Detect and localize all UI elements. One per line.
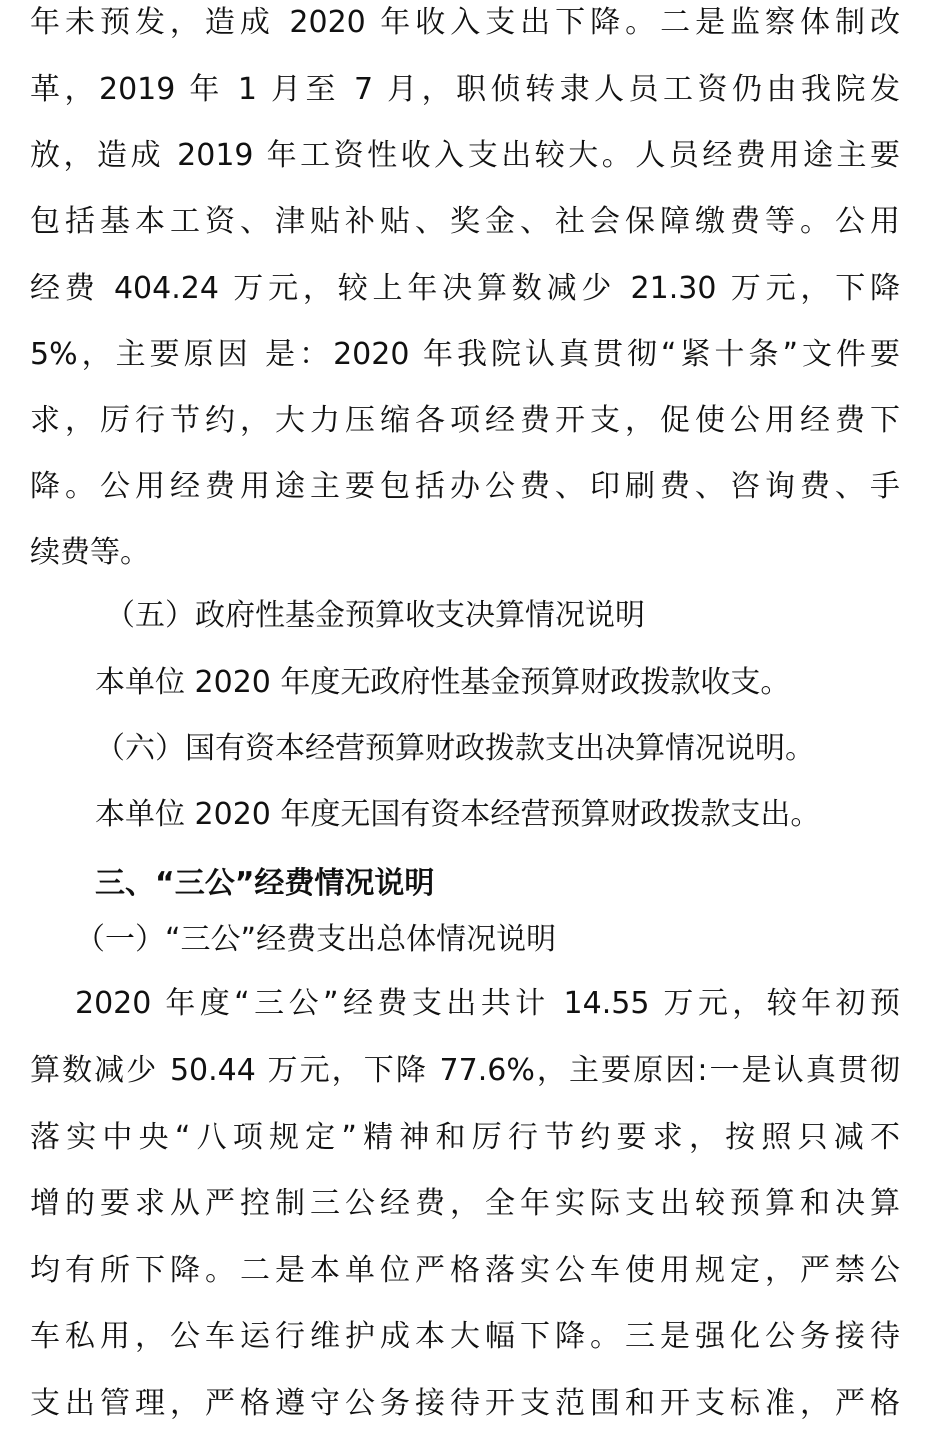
subheading-state-capital-budget: （六）国有资本经营预算财政拨款支出决算情况说明。	[95, 731, 815, 766]
text-line: 放，造成 2019 年工资性收入支出较大。人员经费用途主要	[30, 138, 900, 173]
text-line: 算数减少 50.44 万元，下降 77.6%，主要原因:一是认真贯彻	[30, 1053, 900, 1088]
subheading-three-public-overall: （一）“三公”经费支出总体情况说明	[75, 922, 557, 957]
text-line: 5%，主要原因 是：2020 年我院认真贯彻“紧十条”文件要	[30, 337, 900, 372]
text-line: 2020 年度“三公”经费支出共计 14.55 万元，较年初预	[75, 986, 900, 1021]
text-line: 车私用，公车运行维护成本大幅下降。三是强化公务接待	[30, 1319, 900, 1354]
text-state-capital-budget: 本单位 2020 年度无国有资本经营预算财政拨款支出。	[95, 797, 821, 832]
text-line: 革，2019 年 1 月至 7 月，职侦转隶人员工资仍由我院发	[30, 72, 900, 107]
text-line: 增的要求从严控制三公经费，全年实际支出较预算和决算	[30, 1186, 900, 1221]
text-line: 支出管理，严格遵守公务接待开支范围和开支标准，严格	[30, 1386, 900, 1421]
text-line: 年未预发，造成 2020 年收入支出下降。二是监察体制改	[30, 5, 900, 40]
subheading-government-fund-budget: （五）政府性基金预算收支决算情况说明	[105, 598, 645, 633]
text-line: 经费 404.24 万元，较上年决算数减少 21.30 万元，下降	[30, 271, 900, 306]
text-government-fund-budget: 本单位 2020 年度无政府性基金预算财政拨款收支。	[95, 665, 791, 700]
text-line: 续费等。	[30, 535, 150, 570]
text-line: 求，厉行节约，大力压缩各项经费开支，促使公用经费下	[30, 403, 900, 438]
text-line: 落实中央“八项规定”精神和厉行节约要求，按照只减不	[30, 1120, 900, 1155]
text-line: 包括基本工资、津贴补贴、奖金、社会保障缴费等。公用	[30, 204, 900, 239]
text-line: 均有所下降。二是本单位严格落实公车使用规定，严禁公	[30, 1253, 900, 1288]
text-line: 降。公用经费用途主要包括办公费、印刷费、咨询费、手	[30, 469, 900, 504]
section-heading-three-public-expenses: 三、“三公”经费情况说明	[95, 866, 435, 901]
